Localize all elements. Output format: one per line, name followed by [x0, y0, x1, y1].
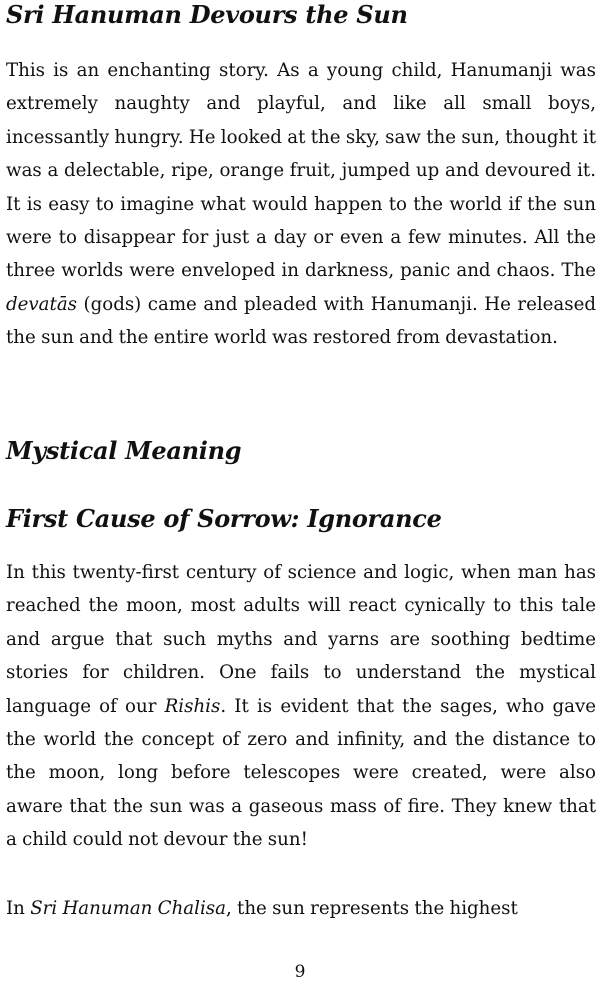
paragraph-story	[6, 54, 596, 355]
text-run: (gods) came and pleaded with Hanumanji. He released the sun and the entire world was restored from devastation.	[6, 293, 596, 349]
paragraph-chalisa	[6, 892, 596, 925]
italic-term-rishis: Rishis	[164, 695, 221, 717]
text-run: In this twenty-first century of science and logic, when man has reached the moon, most adults will react cynically to this tale and argue that such myths and yarns are soothing bedtime stories for children. One fails to understand the mystical language of our	[6, 562, 596, 717]
text-run: , the sun represents the highest	[225, 898, 518, 919]
text-run: . It is evident that the sages, who gave the world the concept of zero and infinity, and the distance to the moon, long before telescopes were created, were also aware that the sun was a gaseous mass of fire. They knew that a child could not devour the sun!	[6, 695, 596, 851]
subsection-heading-ignorance: First Cause of Sorrow: Ignorance	[6, 504, 442, 533]
text-run: In	[6, 898, 31, 919]
text-run: This is an enchanting story. As a young child, Hanumanji was extremely naughty and playful, and like all small boys, incessantly hungry. He looked at the sky, saw the sun, thought it was a delectable, ripe, orange fruit, jumped up and devoured it. It is easy to imagine what would happen to the world if the sun were to disappear for just a day or even a few minutes. All the three worlds were enveloped in darkness, panic and chaos. The	[6, 60, 596, 282]
section-heading-sun: Sri Hanuman Devours the Sun	[6, 0, 408, 29]
book-page	[6, 0, 596, 986]
section-heading-mystical-meaning: Mystical Meaning	[6, 436, 242, 465]
paragraph-mystical	[6, 556, 596, 857]
italic-term-chalisa: Sri Hanuman Chalisa	[30, 898, 226, 919]
page-number: 9	[294, 962, 306, 982]
italic-term-devatas: devatās	[6, 293, 78, 315]
